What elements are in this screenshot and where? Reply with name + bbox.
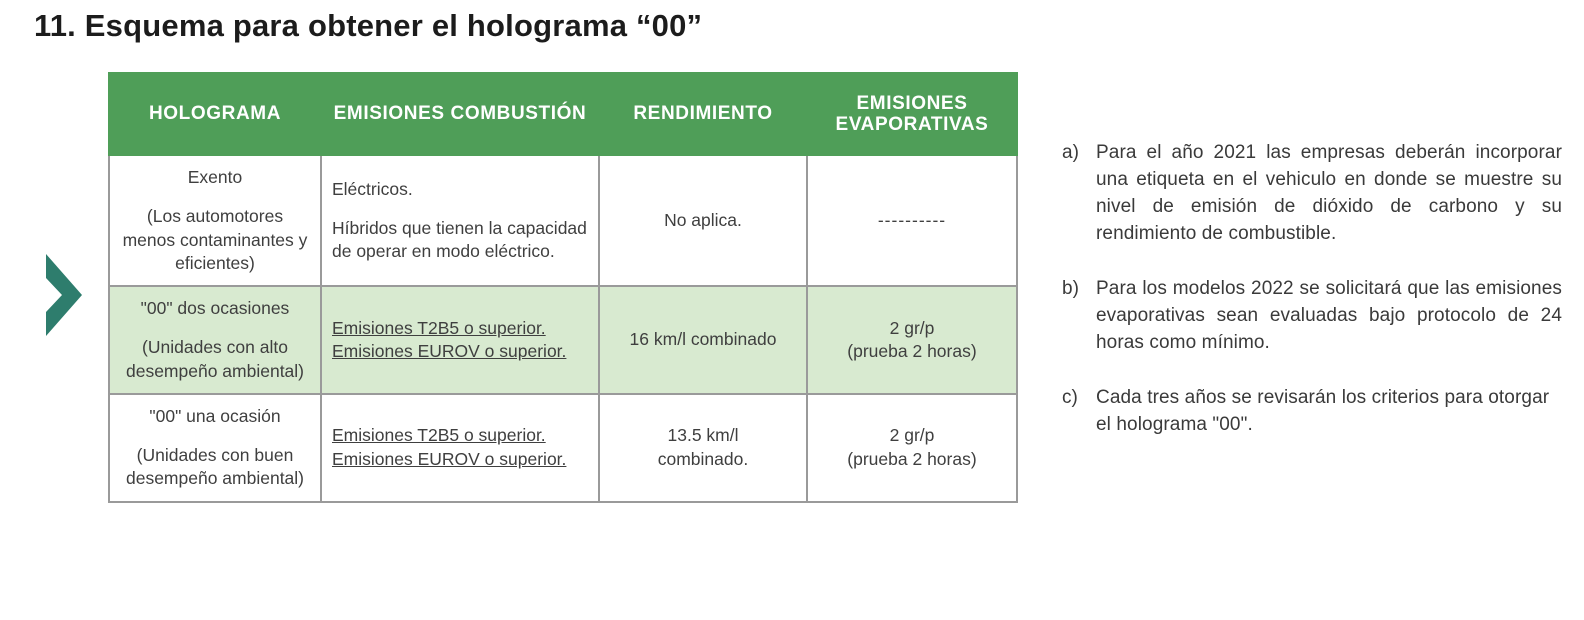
note-text: Para el año 2021 las empresas deberán incorporar una etiqueta en el vehiculo en donde se muestre su nivel de emisión de dióxido de carbono y su rendimiento de combustible. xyxy=(1096,142,1562,244)
spacer xyxy=(120,428,310,444)
note-text: Para los modelos 2022 se solicitará que las emisiones evaporativas sean evaluadas bajo protocolo de 24 horas como mínimo. xyxy=(1096,277,1562,353)
chevron-right-icon xyxy=(40,250,88,340)
combustion-line-1: Eléctricos. xyxy=(332,178,413,199)
evaporativas-line-2: (prueba 2 horas) xyxy=(847,340,977,361)
cell-holograma xyxy=(109,286,321,394)
rendimiento-line-2: combinado. xyxy=(657,448,749,469)
cell-rendimiento: 16 km/l combinado xyxy=(599,286,807,394)
cell-evaporativas xyxy=(807,394,1017,502)
list-item xyxy=(1062,140,1562,248)
holograma-sub: (Los automotores menos contaminantes y eficientes) xyxy=(122,206,308,273)
combustion-line-1: Emisiones T2B5 o superior. xyxy=(332,425,546,446)
table-row xyxy=(109,155,1017,286)
holograma-sub: (Unidades con alto desempeño ambiental) xyxy=(125,337,305,381)
table-row xyxy=(109,394,1017,502)
holograma-main: "00" una ocasión xyxy=(149,405,281,426)
column-header-rendimiento: RENDIMIENTO xyxy=(599,73,807,155)
cell-holograma xyxy=(109,394,321,502)
holograma-main: Exento xyxy=(187,167,243,187)
combustion-line-1: Emisiones T2B5 o superior. xyxy=(332,317,546,338)
column-header-emisiones-combustion: EMISIONES COMBUSTIÓN xyxy=(321,73,599,155)
combustion-line-2: Emisiones EUROV o superior. xyxy=(332,340,567,361)
schema-table-container xyxy=(108,72,1016,503)
spacer xyxy=(120,320,310,336)
cell-combustion xyxy=(321,394,599,502)
evaporativas-line-2: (prueba 2 horas) xyxy=(847,448,977,469)
spacer xyxy=(332,201,588,217)
holograma-sub: (Unidades con buen desempeño ambiental) xyxy=(125,445,305,489)
table-row xyxy=(109,286,1017,394)
spacer xyxy=(120,189,310,205)
combustion-line-2: Emisiones EUROV o superior. xyxy=(332,448,567,469)
holograma-main: "00" dos ocasiones xyxy=(140,298,290,319)
cell-evaporativas: ---------- xyxy=(807,155,1017,286)
page-title: 11. Esquema para obtener el holograma “00” xyxy=(34,8,703,43)
table-header-row xyxy=(109,73,1017,155)
evaporativas-line-1: 2 gr/p xyxy=(889,317,935,338)
schema-table xyxy=(108,72,1018,503)
cell-rendimiento: No aplica. xyxy=(599,155,807,286)
note-marker: c) xyxy=(1062,386,1078,408)
note-marker: b) xyxy=(1062,277,1079,299)
rendimiento-line-1: 13.5 km/l xyxy=(667,425,739,446)
cell-rendimiento xyxy=(599,394,807,502)
list-item xyxy=(1062,276,1562,357)
column-header-emisiones-evaporativas: EMISIONES EVAPORATIVAS xyxy=(807,73,1017,155)
column-header-holograma: HOLOGRAMA xyxy=(109,73,321,155)
notes-list xyxy=(1062,140,1562,467)
cell-combustion xyxy=(321,286,599,394)
cell-evaporativas xyxy=(807,286,1017,394)
cell-holograma xyxy=(109,155,321,286)
evaporativas-line-1: 2 gr/p xyxy=(889,425,935,446)
combustion-line-2: Híbridos que tienen la capacidad de operar en modo eléctrico. xyxy=(332,217,587,262)
cell-combustion xyxy=(321,155,599,286)
list-item xyxy=(1062,385,1562,439)
note-marker: a) xyxy=(1062,142,1079,163)
note-text: Cada tres años se revisarán los criterios para otorgar el holograma "00". xyxy=(1096,386,1550,435)
